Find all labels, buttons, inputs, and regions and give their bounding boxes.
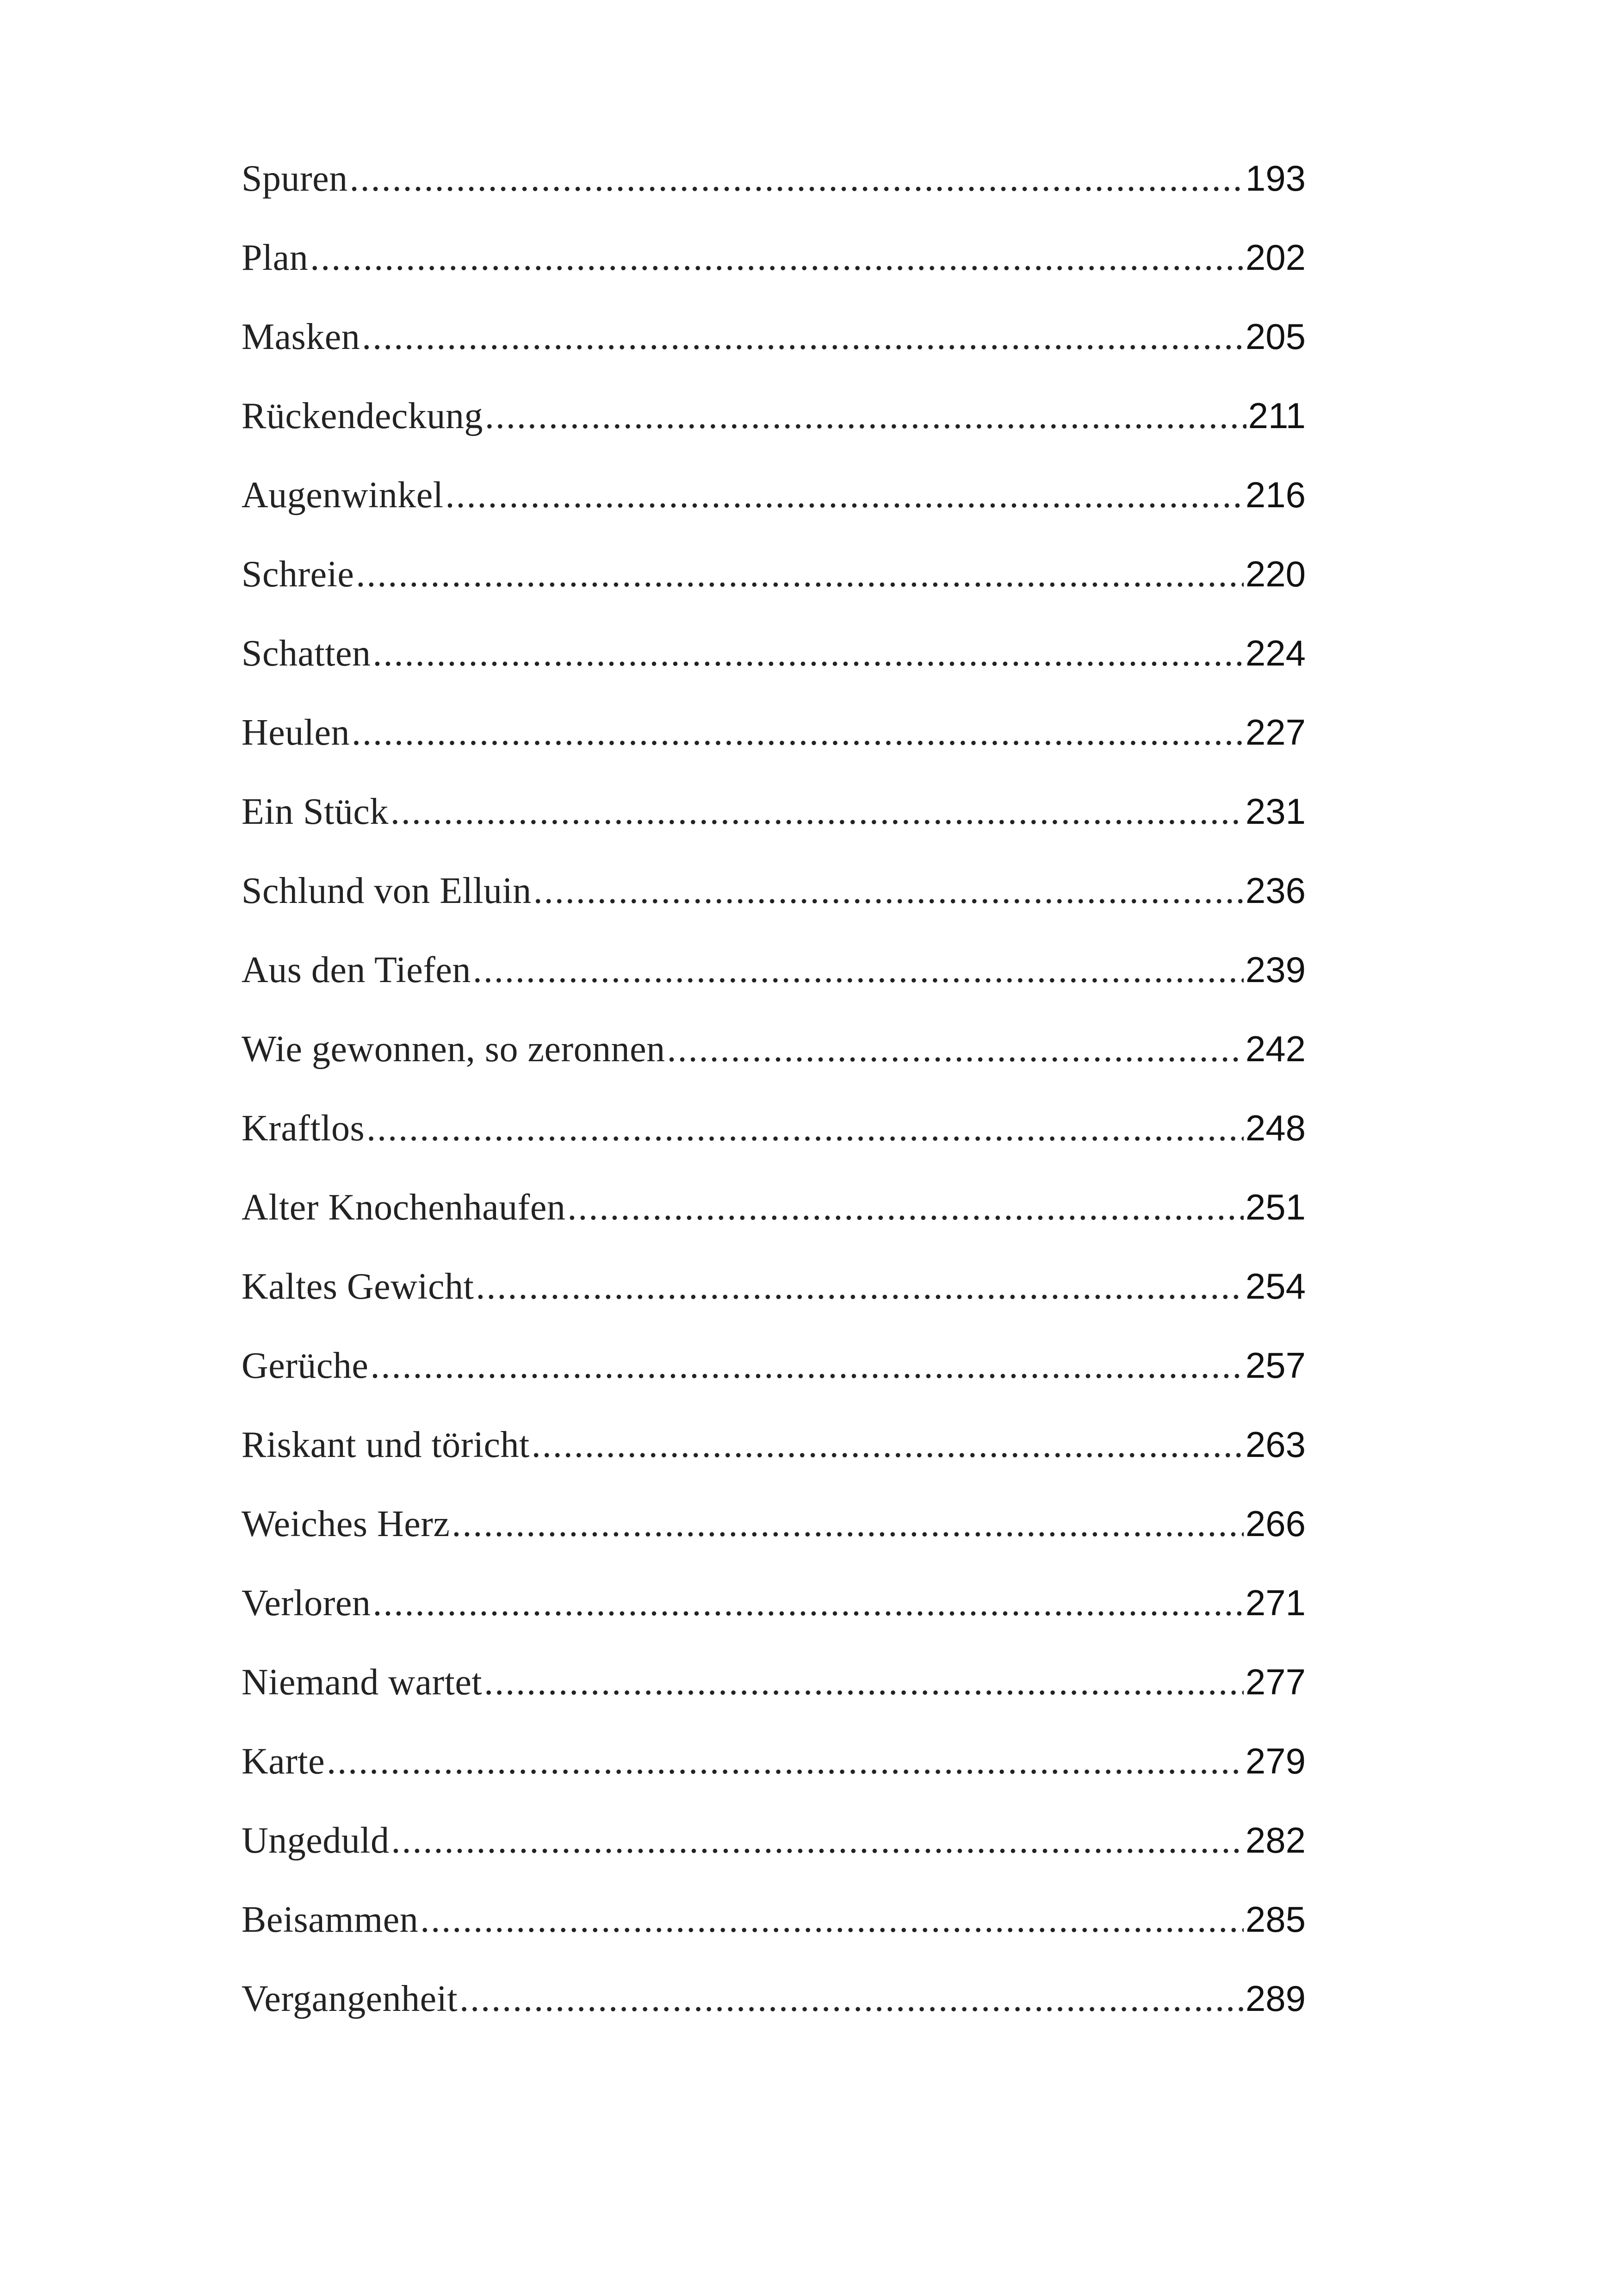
toc-entry-page: 216 [1245, 474, 1306, 515]
toc-dot-leader [484, 1661, 1244, 1704]
toc-entry-page: 263 [1245, 1424, 1306, 1465]
toc-entry [242, 1503, 1306, 1582]
toc-dot-leader [352, 712, 1244, 754]
toc-entry-title: Weiches Herz [242, 1504, 450, 1544]
toc-entry-title: Vergangenheit [242, 1979, 458, 2019]
toc-entry-title: Ungeduld [242, 1820, 390, 1861]
toc-entry-title: Augenwinkel [242, 475, 444, 516]
toc-dot-leader [420, 1899, 1244, 1941]
toc-entry [242, 1582, 1306, 1661]
toc-entry [242, 1898, 1306, 1978]
toc-entry-title: Rückendeckung [242, 396, 483, 436]
toc-dot-leader [533, 870, 1244, 912]
toc-entry-title: Schatten [242, 633, 371, 674]
toc-dot-leader [327, 1741, 1244, 1783]
toc-entry-page: 236 [1245, 870, 1306, 911]
toc-dot-leader [366, 1108, 1244, 1150]
toc-entry-page: 279 [1245, 1741, 1306, 1781]
toc-entry-page: 251 [1245, 1187, 1306, 1227]
toc-entry [242, 395, 1306, 474]
toc-entry-title: Spuren [242, 158, 348, 199]
toc-entry [242, 949, 1306, 1028]
toc-entry-title: Karte [242, 1741, 325, 1782]
toc-entry [242, 790, 1306, 870]
toc-entry-title: Masken [242, 317, 360, 357]
toc-entry-page: 239 [1245, 949, 1306, 990]
toc-entry [242, 1661, 1306, 1740]
toc-entry-title: Kaltes Gewicht [242, 1266, 474, 1307]
toc-entry [242, 553, 1306, 632]
toc-dot-leader [372, 1582, 1243, 1624]
toc-entry-page: 231 [1245, 791, 1306, 832]
toc-entry-page: 257 [1245, 1345, 1306, 1386]
toc-entry [242, 474, 1306, 553]
toc-entry-page: 211 [1248, 395, 1306, 436]
toc-entry-page: 248 [1245, 1108, 1306, 1148]
toc-entry-page: 285 [1245, 1899, 1306, 1940]
toc-entry-page: 193 [1245, 158, 1306, 199]
toc-dot-leader [372, 633, 1243, 675]
toc-entry-page: 227 [1245, 712, 1306, 753]
toc-entry-page: 271 [1245, 1582, 1306, 1623]
toc-entry-title: Schlund von Elluin [242, 871, 532, 911]
toc-dot-leader [532, 1424, 1244, 1466]
toc-entry [242, 316, 1306, 395]
toc-dot-leader [452, 1503, 1243, 1545]
toc-entry [242, 236, 1306, 316]
toc-dot-leader [310, 237, 1244, 279]
toc-entry [242, 157, 1306, 236]
toc-dot-leader [446, 474, 1244, 516]
toc-entry [242, 1819, 1306, 1898]
toc-dot-leader [356, 554, 1243, 596]
toc-entry-title: Schreie [242, 554, 354, 595]
toc-entry-title: Plan [242, 237, 309, 278]
toc-entry-title: Niemand wartet [242, 1662, 483, 1703]
toc-entry-page: 266 [1245, 1503, 1306, 1544]
toc-dot-leader [391, 791, 1244, 833]
toc-entry-title: Aus den Tiefen [242, 950, 471, 990]
toc-entry [242, 711, 1306, 790]
toc-entry-title: Beisammen [242, 1899, 419, 1940]
toc-entry-page: 277 [1245, 1661, 1306, 1702]
toc-dot-leader [370, 1345, 1243, 1387]
toc-entry-title: Wie gewonnen, so zeronnen [242, 1029, 665, 1070]
toc-dot-leader [667, 1028, 1244, 1070]
toc-entry-title: Verloren [242, 1583, 371, 1624]
toc-dot-leader [485, 395, 1246, 437]
toc-dot-leader [473, 949, 1244, 991]
toc-entry-title: Kraftlos [242, 1108, 365, 1149]
toc-entry [242, 870, 1306, 949]
toc-dot-leader [350, 158, 1244, 200]
toc-entry [242, 1424, 1306, 1503]
toc-dot-leader [391, 1820, 1244, 1862]
toc-entry-page: 242 [1245, 1028, 1306, 1069]
toc-entry-title: Heulen [242, 712, 350, 753]
toc-dot-leader [476, 1266, 1243, 1308]
toc-entry-page: 289 [1245, 1978, 1306, 2019]
toc-dot-leader [567, 1187, 1244, 1229]
toc-entry [242, 1978, 1306, 2057]
toc-entry-page: 220 [1245, 554, 1306, 594]
toc-entry [242, 1265, 1306, 1344]
toc-dot-leader [459, 1978, 1244, 2020]
toc-entry [242, 1186, 1306, 1265]
toc-dot-leader [362, 316, 1244, 358]
table-of-contents [242, 157, 1306, 2057]
toc-entry-page: 282 [1245, 1820, 1306, 1860]
toc-entry-title: Alter Knochenhaufen [242, 1187, 566, 1228]
toc-entry [242, 1344, 1306, 1424]
toc-entry [242, 1740, 1306, 1819]
toc-entry [242, 1107, 1306, 1186]
toc-entry-page: 224 [1245, 633, 1306, 673]
toc-entry-title: Riskant und töricht [242, 1425, 530, 1465]
toc-entry-title: Ein Stück [242, 791, 389, 832]
toc-entry-title: Gerüche [242, 1345, 369, 1386]
toc-entry-page: 254 [1245, 1266, 1306, 1307]
toc-entry [242, 632, 1306, 711]
toc-entry [242, 1028, 1306, 1107]
toc-entry-page: 202 [1245, 237, 1306, 278]
toc-entry-page: 205 [1245, 316, 1306, 357]
